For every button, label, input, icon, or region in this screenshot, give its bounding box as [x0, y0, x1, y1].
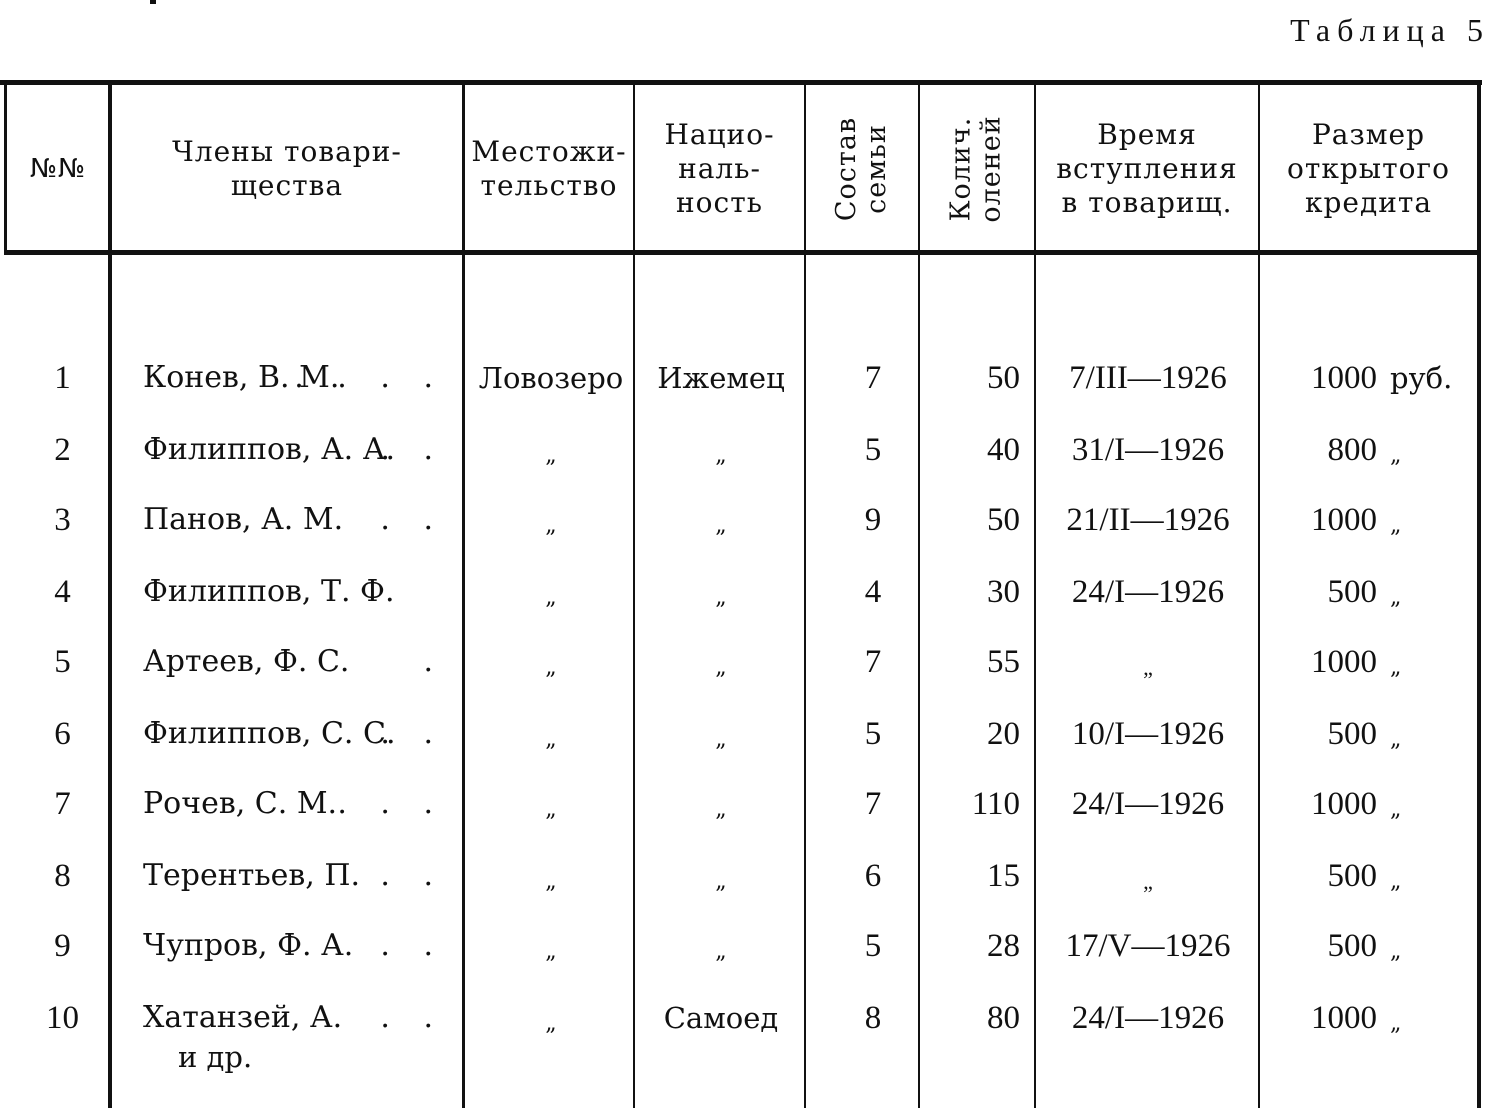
row-deer-count: 50 — [987, 502, 1020, 538]
row-member-name — [143, 358, 453, 398]
row-nationality: „ — [715, 655, 727, 680]
row-nationality: „ — [715, 869, 727, 894]
row-deer-count: 28 — [987, 928, 1020, 964]
row-leader-dots: . . — [380, 502, 445, 537]
header-family-text: Состав семьи — [831, 116, 892, 222]
header-deer-text: Колич. оленей — [945, 115, 1007, 223]
row-member-name-text: Хатанзей, А. — [143, 1000, 343, 1035]
row-leader-dots: . . — [380, 432, 445, 467]
header-deer — [920, 88, 1034, 250]
header-nationality: Нацио- наль- ность — [664, 118, 775, 219]
row-credit-unit: „ — [1390, 513, 1402, 538]
row-residence: „ — [545, 1011, 557, 1036]
row-deer-count: 20 — [987, 716, 1020, 752]
row-credit-unit: „ — [1390, 585, 1402, 610]
row-number: 6 — [54, 716, 71, 752]
row-credit-unit: „ — [1390, 869, 1402, 894]
row-nationality: Ижемец — [657, 361, 785, 395]
row-deer-count: 50 — [987, 360, 1020, 396]
row-family-size: 9 — [864, 502, 882, 538]
row-credit-unit: „ — [1390, 443, 1402, 468]
row-credit-unit: „ — [1390, 797, 1402, 822]
row-member-name-text: Чупров, Ф. А. — [143, 928, 354, 963]
row-residence: „ — [545, 443, 557, 468]
row-credit-amount: 1000 — [1311, 1000, 1377, 1036]
row-residence: „ — [545, 939, 557, 964]
row-family-size: 5 — [864, 928, 882, 964]
row-nationality: „ — [715, 727, 727, 752]
row-join-date: 21/II—1926 — [1066, 502, 1230, 538]
row-join-date: 24/I—1926 — [1071, 1000, 1225, 1036]
row-residence: Ловозеро — [478, 361, 624, 395]
row-family-size: 6 — [864, 858, 882, 894]
row-member-name — [143, 926, 453, 966]
row-residence: „ — [545, 513, 557, 538]
row-credit-amount: 1000 — [1311, 360, 1377, 396]
row-family-size: 7 — [864, 360, 882, 396]
row-join-date: 31/I—1926 — [1071, 432, 1225, 468]
row-deer-count: 40 — [987, 432, 1020, 468]
row-join-date: 24/I—1926 — [1071, 574, 1225, 610]
row-deer-count: 55 — [987, 644, 1020, 680]
row-family-size: 7 — [864, 644, 882, 680]
row-credit-amount: 800 — [1327, 432, 1377, 468]
row-residence: „ — [545, 727, 557, 752]
row-credit-amount: 500 — [1327, 716, 1377, 752]
row-member-name — [143, 500, 453, 540]
row-family-size: 8 — [864, 1000, 882, 1036]
row-credit-unit: руб. — [1390, 361, 1453, 395]
row-member-name — [143, 714, 453, 754]
header-credit: Размер открытого кредита — [1287, 118, 1450, 219]
row-join-date: 10/I—1926 — [1071, 716, 1225, 752]
row-number: 3 — [54, 502, 71, 538]
header-date: Время вступления в товарищ. — [1056, 118, 1238, 219]
row-member-name — [143, 856, 453, 896]
row-leader-dots: . . — [380, 858, 445, 893]
row-deer-count: 15 — [987, 858, 1020, 894]
row-credit-amount: 1000 — [1311, 786, 1377, 822]
row-number: 9 — [54, 928, 71, 964]
row-family-size: 7 — [864, 786, 882, 822]
row-member-name — [143, 430, 453, 470]
row-nationality: „ — [715, 513, 727, 538]
row-credit-amount: 500 — [1327, 858, 1377, 894]
row-number: 7 — [54, 786, 71, 822]
row-deer-count: 80 — [987, 1000, 1020, 1036]
row-join-date: „ — [1143, 655, 1153, 680]
row-deer-count: 30 — [987, 574, 1020, 610]
row-credit-amount: 1000 — [1311, 644, 1377, 680]
row-leader-dots: . . . — [337, 786, 445, 821]
row-join-date: 17/V—1926 — [1065, 928, 1231, 964]
last-row-note: и др. — [178, 1040, 253, 1074]
row-number: 2 — [54, 432, 71, 468]
row-credit-amount: 500 — [1327, 574, 1377, 610]
row-member-name-text: Артеев, Ф. С. — [143, 644, 350, 679]
row-nationality: „ — [715, 585, 727, 610]
row-join-date: 24/I—1926 — [1071, 786, 1225, 822]
row-nationality: Самоед — [663, 1001, 779, 1035]
row-leader-dots: . . . . — [294, 360, 445, 395]
row-deer-count: 110 — [971, 786, 1020, 822]
header-num: №№ — [29, 154, 87, 184]
row-member-name — [143, 572, 453, 612]
row-join-date: „ — [1143, 869, 1153, 894]
row-family-size: 5 — [864, 432, 882, 468]
row-leader-dots: . . — [380, 1000, 445, 1035]
row-member-name — [143, 998, 453, 1038]
row-nationality: „ — [715, 443, 727, 468]
row-leader-dots: . . — [380, 716, 445, 751]
row-number: 5 — [54, 644, 71, 680]
row-residence: „ — [545, 655, 557, 680]
row-residence: „ — [545, 797, 557, 822]
header-family — [806, 88, 918, 250]
row-residence: „ — [545, 585, 557, 610]
row-member-name — [143, 784, 453, 824]
row-number: 8 — [54, 858, 71, 894]
row-member-name-text: Филиппов, А. А. — [143, 432, 396, 467]
table-caption: Таблица 5 — [1290, 12, 1490, 48]
row-number: 1 — [54, 360, 71, 396]
row-family-size: 4 — [864, 574, 882, 610]
header-residence: Местожи- тельство — [471, 135, 627, 202]
row-credit-amount: 500 — [1327, 928, 1377, 964]
row-member-name-text: Панов, А. М. — [143, 502, 344, 537]
row-number: 4 — [54, 574, 71, 610]
row-nationality: „ — [715, 797, 727, 822]
row-nationality: „ — [715, 939, 727, 964]
row-credit-unit: „ — [1390, 655, 1402, 680]
row-residence: „ — [545, 869, 557, 894]
row-leader-dots: . — [423, 644, 445, 679]
table-left-rule — [4, 85, 7, 255]
row-credit-unit: „ — [1390, 939, 1402, 964]
row-member-name-text: Конев, В. М. — [143, 360, 340, 395]
row-credit-unit: „ — [1390, 1011, 1402, 1036]
row-member-name-text: Филиппов, С. С. — [143, 716, 396, 751]
row-leader-dots: . . — [380, 928, 445, 963]
row-family-size: 5 — [864, 716, 882, 752]
row-credit-amount: 1000 — [1311, 502, 1377, 538]
row-member-name-text: Терентьев, П. — [143, 858, 361, 893]
row-member-name-text: Филиппов, Т. Ф. — [143, 574, 395, 609]
header-name: Члены товари- щества — [172, 135, 402, 202]
row-member-name — [143, 642, 453, 682]
row-number: 10 — [46, 1000, 79, 1036]
row-join-date: 7/III—1926 — [1069, 360, 1227, 396]
row-credit-unit: „ — [1390, 727, 1402, 752]
row-member-name-text: Рочев, С. М. — [143, 786, 338, 821]
